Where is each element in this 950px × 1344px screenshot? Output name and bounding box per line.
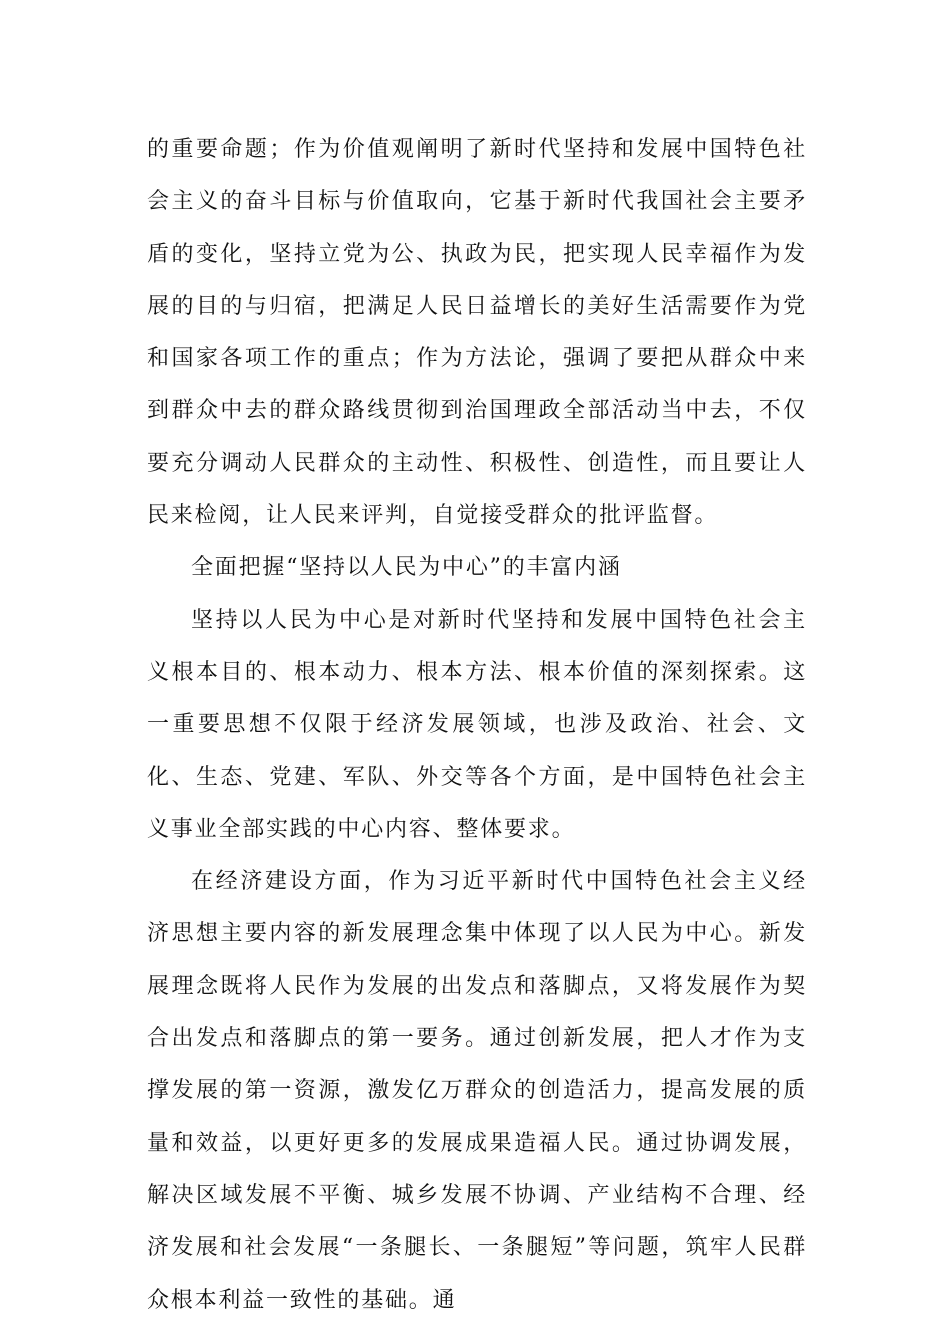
- paragraph-continuation: 的重要命题；作为价值观阐明了新时代坚持和发展中国特色社会主义的奋斗目标与价值取向，它基于新时代我国社会主要矛盾的变化，坚持立党为公、执政为民，把实现人民幸福作为发展的目的与归宿，把满足人民日益增长的美好生活需要作为党和国家各项工作的重点；作为方法论，强调了要把从群众中来到群众中去的群众路线贯彻到治国理政全部活动当中去，不仅要充分调动人民群众的主动性、积极性、创造性，而且要让人民来检阅，让人民来评判，自觉接受群众的批评监督。: [147, 137, 807, 529]
- section-heading: 全面把握“坚持以人民为中心”的丰富内涵: [191, 555, 622, 581]
- document-body: [147, 124, 807, 1327]
- paragraph-body: 在经济建设方面，作为习近平新时代中国特色社会主义经济思想主要内容的新发展理念集中体现了以人民为中心。新发展理念既将人民作为发展的出发点和落脚点，又将发展作为契合出发点和落脚点的第一要务。通过创新发展，把人才作为支撑发展的第一资源，激发亿万群众的创造活力，提高发展的质量和效益，以更好更多的发展成果造福人民。通过协调发展，解决区域发展不平衡、城乡发展不协调、产业结构不合理、经济发展和社会发展“一条腿长、一条腿短”等问题，筑牢人民群众根本利益一致性的基础。通: [147, 869, 807, 1313]
- paragraph-body: 坚持以人民为中心是对新时代坚持和发展中国特色社会主义根本目的、根本动力、根本方法、根本价值的深刻探索。这一重要思想不仅限于经济发展领域，也涉及政治、社会、文化、生态、党建、军队、外交等各个方面，是中国特色社会主义事业全部实践的中心内容、整体要求。: [147, 607, 807, 842]
